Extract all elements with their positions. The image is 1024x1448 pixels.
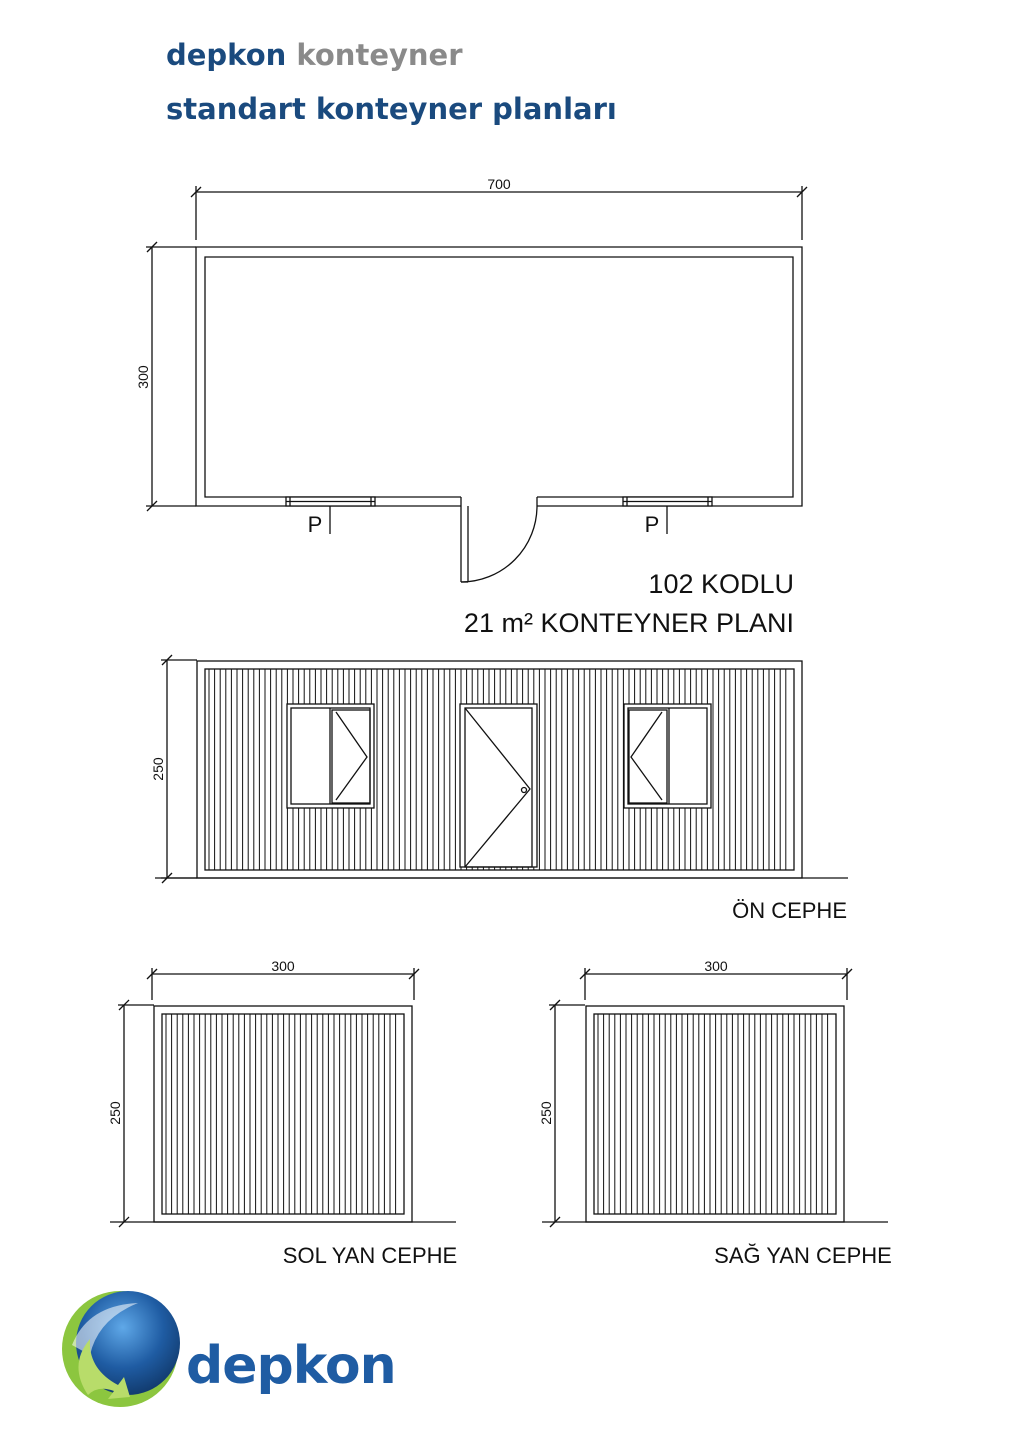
plan-window-label-right: P <box>644 512 660 537</box>
front-window-right <box>624 704 711 808</box>
front-height-label: 250 <box>150 757 166 781</box>
left-height-label: 250 <box>107 1101 123 1125</box>
right-cladding <box>598 1014 828 1214</box>
page-subtitle: standart konteyner planları <box>166 92 617 126</box>
plan-code-label: 102 KODLU <box>648 569 794 599</box>
plan-window-left <box>286 497 375 534</box>
right-width-label: 300 <box>704 958 728 974</box>
brand-secondary: konteyner <box>296 38 463 72</box>
brand-primary: depkon <box>166 38 287 72</box>
plan-width-label: 700 <box>487 176 511 192</box>
plan-window-right <box>623 497 712 534</box>
left-elevation <box>110 968 456 1227</box>
right-elevation-caption: SAĞ YAN CEPHE <box>714 1243 892 1268</box>
front-window-left <box>287 704 374 808</box>
front-door <box>460 704 537 867</box>
right-height-label: 250 <box>538 1101 554 1125</box>
plan-title-label: 21 m² KONTEYNER PLANI <box>463 608 794 638</box>
plan-width-dimension <box>191 186 807 240</box>
left-elevation-caption: SOL YAN CEPHE <box>282 1243 458 1268</box>
plan-window-label-left: P <box>307 512 323 537</box>
logo-wordmark: depkon <box>186 1336 396 1396</box>
left-width-label: 300 <box>271 958 295 974</box>
plan-inner-wall <box>205 257 793 497</box>
right-elevation <box>542 968 888 1227</box>
plan-door <box>461 506 537 582</box>
plan-depth-label: 300 <box>135 365 151 389</box>
front-elevation-caption: ÖN CEPHE <box>732 898 847 923</box>
plan-depth-dimension <box>146 242 196 511</box>
left-cladding <box>166 1014 396 1214</box>
floor-plan <box>146 186 807 582</box>
plan-outer-wall <box>196 247 802 506</box>
front-elevation <box>155 655 848 883</box>
